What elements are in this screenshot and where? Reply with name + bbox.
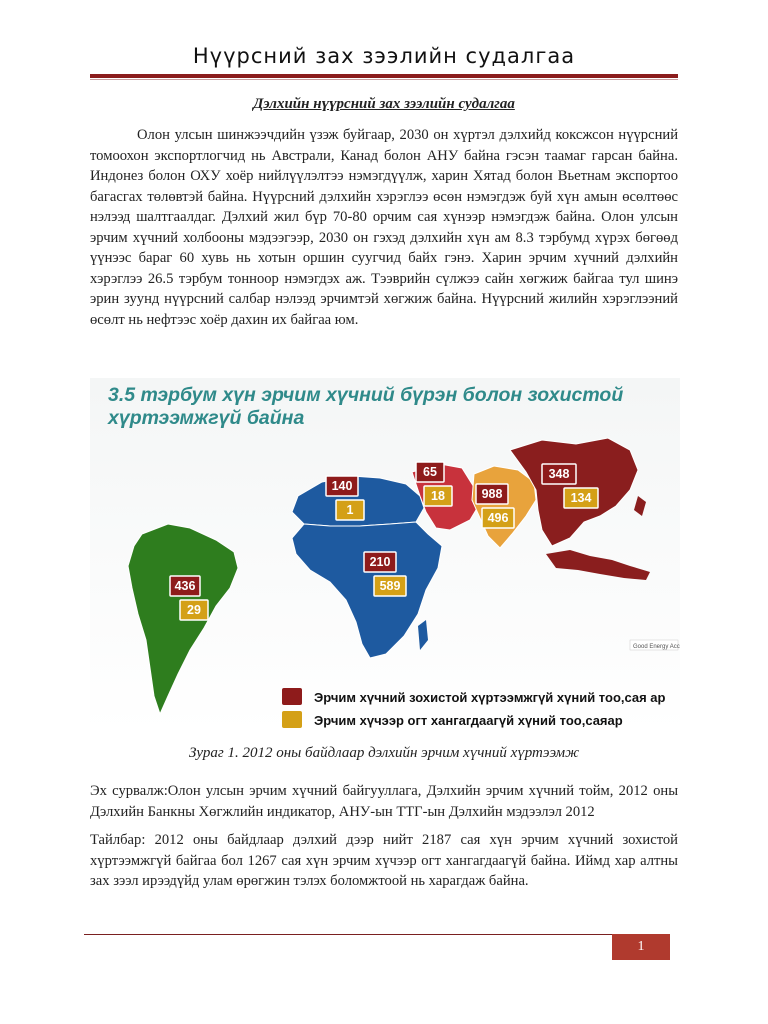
svg-text:496: 496 [487,511,509,525]
badge-sub-saharan-africa-inadequate [364,552,396,572]
header-rule-thin [90,79,678,80]
svg-text:1: 1 [346,503,354,517]
page-number: 1 [612,934,670,960]
svg-text:140: 140 [331,479,353,493]
svg-text:18: 18 [431,489,445,503]
svg-text:29: 29 [187,603,201,617]
world-energy-map [90,378,680,733]
legend-item-inadequate [282,688,666,705]
svg-text:348: 348 [548,467,570,481]
badge-south-asia-no-access [482,508,514,528]
badge-north-africa-inadequate [326,476,358,496]
section-title: Дэлхийн нүүрсний зах зээлийн судалгаа [253,96,515,112]
badge-north-africa-no-access [336,500,364,520]
footer-rule [84,934,614,935]
badge-middle-east-inadequate [416,462,444,482]
map-graphic [90,378,680,733]
svg-text:988: 988 [481,487,503,501]
svg-text:436: 436 [174,579,196,593]
watermark-text: Good Energy Acc [633,644,680,650]
badge-middle-east-no-access [424,486,452,506]
map-title-line-2: хүртээмжгүй байна [108,407,305,429]
badge-east-asia-no-access [564,488,598,508]
map-title [108,384,623,430]
map-title-line-1: 3.5 тэрбум хүн эрчим хүчний бүрэн болон зохистой [108,384,624,406]
svg-text:Эрчим хүчээр огт хангагдаагүй: Эрчим хүчээр огт хангагдаагүй хүний тоо,саяар [314,713,623,728]
svg-text:210: 210 [369,555,391,569]
page-header-title: Нүүрсний зах зээлийн судалгаа [192,44,576,68]
svg-text:134: 134 [570,491,592,505]
paragraph-intro: Олон улсын шинжээчдийн үзэж буйгаар, 2030 он хүртэл дэлхийд коксжсон нүүрсний томоохон экспортлогчид нь Австрали, Канад болон АНУ байна гэсэн таамаг гарсан байна. Индонез болон ОХУ хоёр нийлүүлэлтээ нэмэгдүүлж, харин Хятад болон Вьетнам экспортоо багасгах төлөвтэй байна. Нүүрсний дэлхийн хэрэглээ өсөн нэмэгдэж буй хүн амын өсөлтөөс нэлээд шалтгаалдаг. Дэлхий жил бүр 70-80 орчим сая хүнээр нэмэгдэж байна. Олон улсын эрчим хүчний холбооны мэдээгээр, 2030 он гэхэд дэлхийн хүн ам 8.3 тэрбумд хүрэх бөгөөд үүнээс бараг 60 хувь нь хотын оршин суугчид байх гэнэ. Харин эрчим хүчний дэлхийн хэрэглээ 26.5 тэрбум тонноор нэмэгдэх аж. Тээврийн сүлжээ сайн хөгжиж байгаа тул шинэ эрин зуунд нүүрсний салбар нэлээд эрчимтэй хөгжиж байна. Нүүрсний жилийн хэрэглээний өсөлт нь нефтээс хоёр дахин их байгаа юм. [90,127,678,328]
badge-south-asia-inadequate [476,484,508,504]
badge-sub-saharan-africa-no-access [374,576,406,596]
badge-latin-america-no-access [180,600,208,620]
svg-text:589: 589 [379,579,401,593]
legend-item-no-access [282,711,623,728]
svg-text:Эрчим хүчний зохистой хүртээмж: Эрчим хүчний зохистой хүртээмжгүй хүний тоо,сая ар [314,690,666,705]
badge-east-asia-inadequate [542,464,576,484]
paragraph-note: Тайлбар: 2012 оны байдлаар дэлхий дээр нийт 2187 сая хүн эрчим хүчний зохистой хүртээмжгүй байгаа бол 1267 сая хүн эрчим хүчээр огт хангагдаагүй байна. Иймд хар алтны зах зээл ирээдүйд улам өрөгжин тэлэх боломжтоой нь харагдаж байна. [90,832,678,889]
header-rule [90,74,678,78]
badge-latin-america-inadequate [170,576,200,596]
figure-caption: Зураг 1. 2012 оны байдлаар дэлхийн эрчим хүчний хүртээмж [188,745,580,761]
paragraph-source: Эх сурвалж:Олон улсын эрчим хүчний байгууллага, Дэлхийн эрчим хүчний тойм, 2012 оны Дэлхийн Банкны Хөгжлийн индикатор, АНУ-ын ТТГ-ын Дэлхийн мэдээлэл 2012 [90,783,678,820]
svg-text:65: 65 [423,465,437,479]
